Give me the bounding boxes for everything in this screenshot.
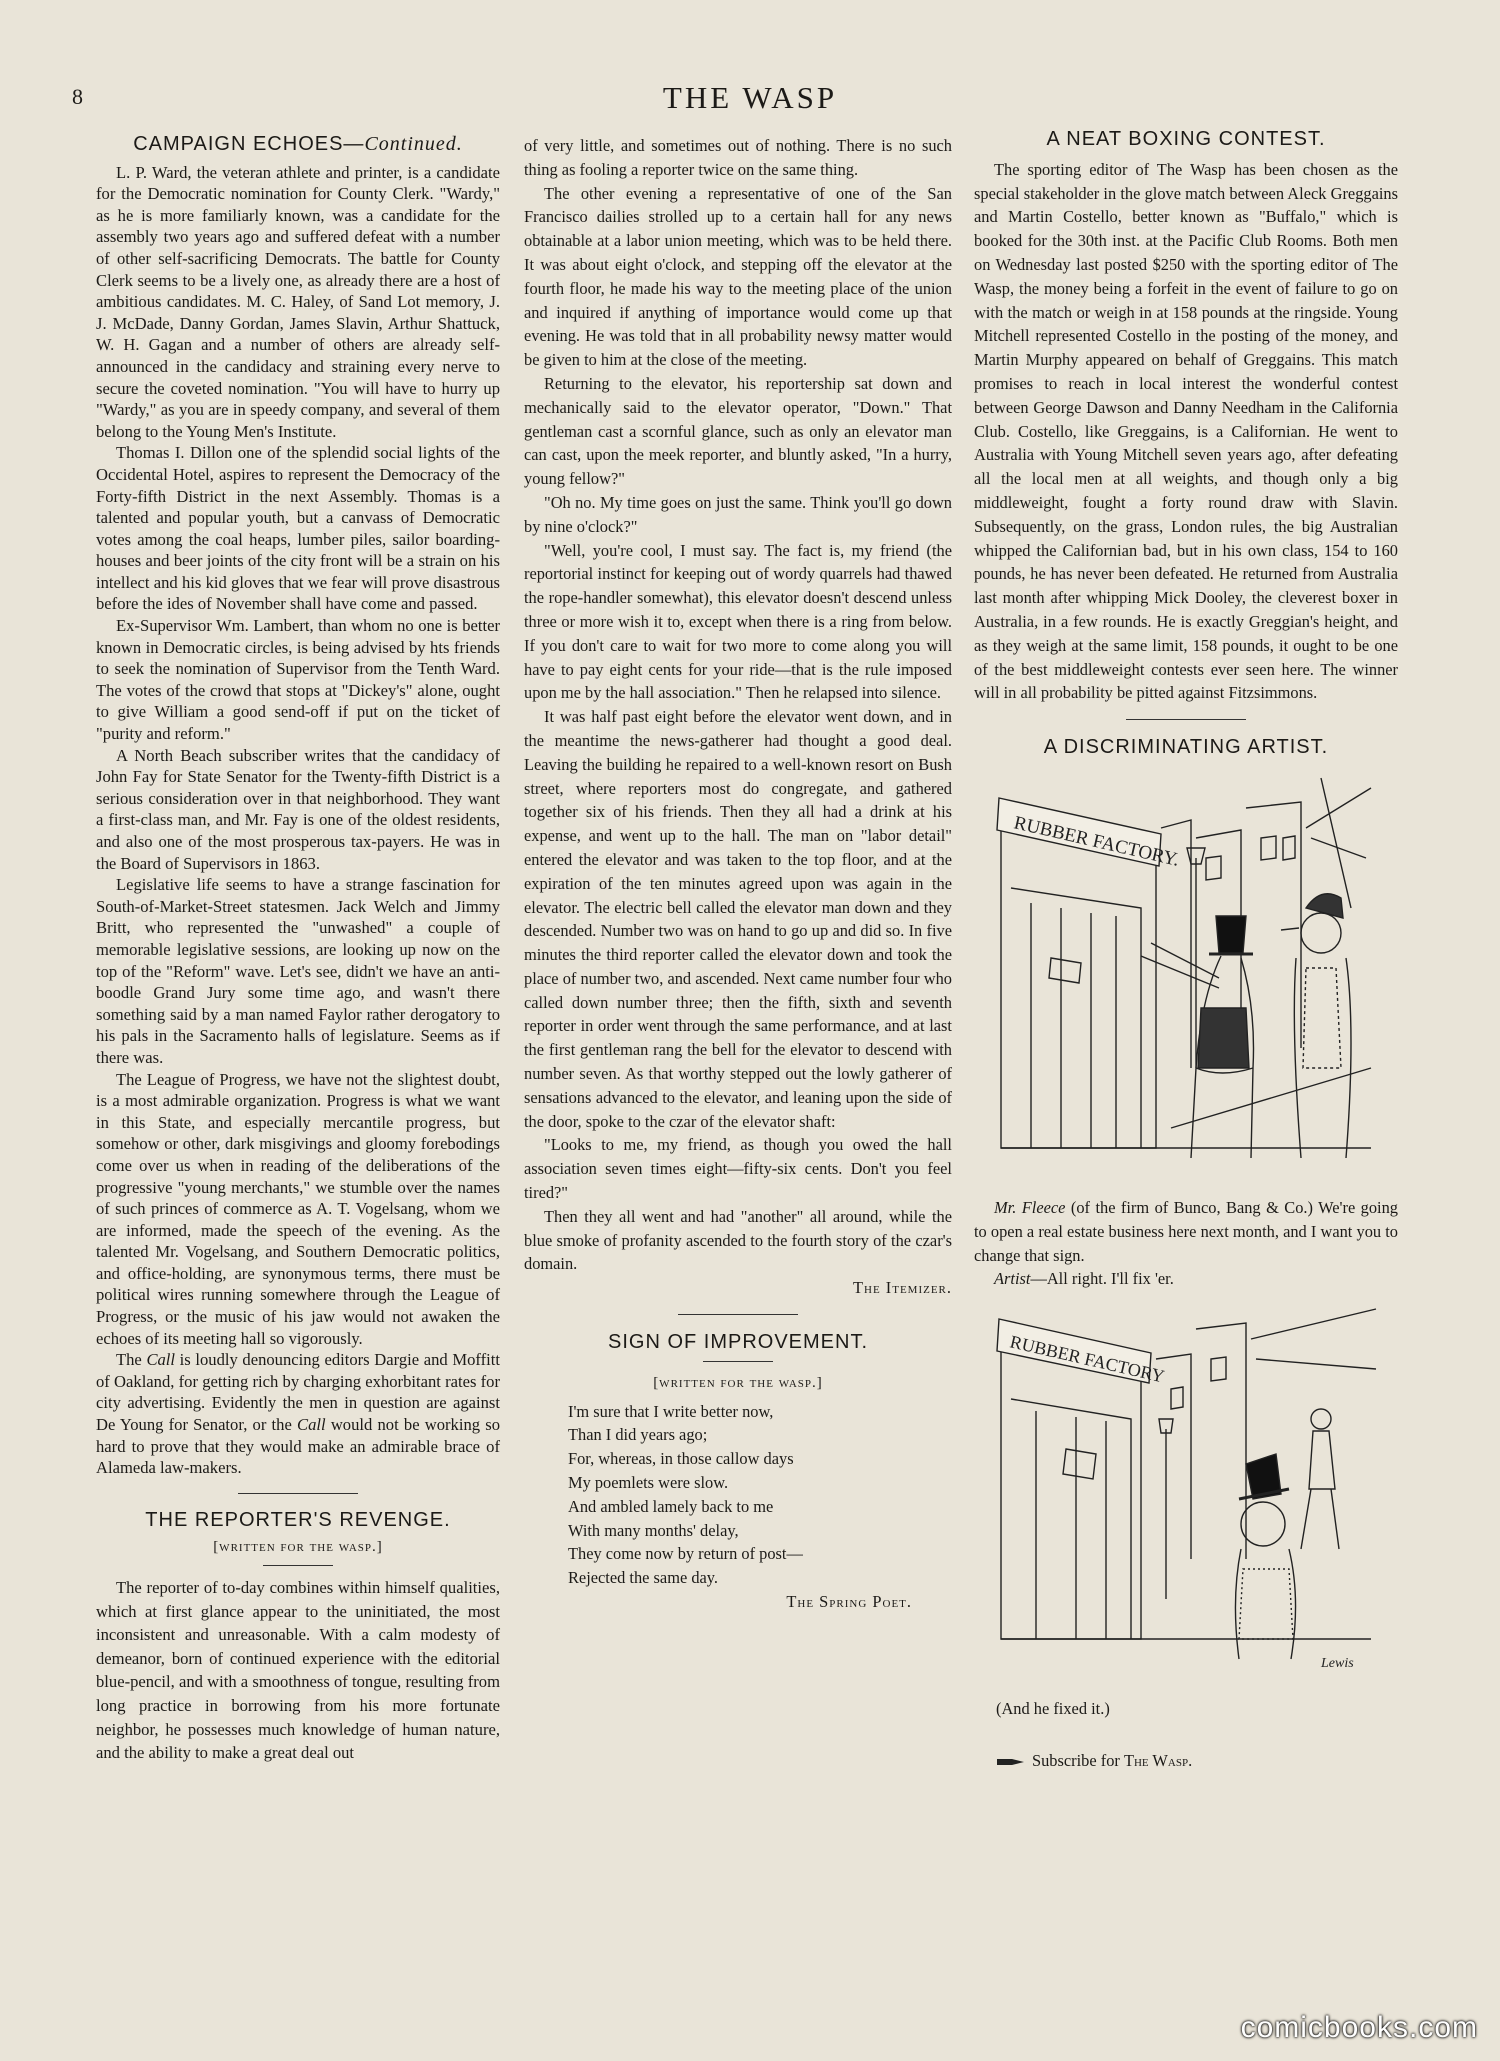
poem-line: For, whereas, in those callow days — [568, 1449, 794, 1469]
column-3 — [974, 128, 1398, 1773]
masthead: THE WASP — [662, 80, 838, 115]
improvement-byline: [written for the wasp.] — [653, 1374, 823, 1391]
revenge-para: The other evening a representative of one of the San Francisco dailies strolled up to a certain hall for any news obtainable at a labor union meeting, which was to be held there. It was about eight o'clock, and stepping off the elevator at the fourth floor, he made his way to the meeting place of the union and inquired if anything of importance would come up that evening. He was told that in all probability newsy matter would be given to him at the close of the meeting. — [524, 183, 952, 370]
campaign-para-call: The Call is loudly denouncing editors Dargie and Moffitt of Oakland, for getting rich by charging exhorbitant rates for city advertising. Evidently the men in question are against De Young for Senator, or the Call would not be working so hard to prove that they would make an admirable brace of Alameda law-makers. — [96, 1350, 501, 1478]
cartoon-signature: Lewis — [1321, 1656, 1354, 1672]
poem-line: I'm sure that I write better now, — [568, 1401, 774, 1421]
column-1 — [96, 134, 500, 1765]
revenge-para: "Well, you're cool, I must say. The fact is, my friend (the reportorial instinct for keeping out of wordy quarrels had thawed the rope-handler somewhat), this elevator doesn't descend unless three or more wish it to, except when there is a ring from below. If you don't care to wait for two more to come along you will have to pay eight cents for your ride—that is the rule imposed upon me by the hall association." Then he relapsed into silence. — [524, 540, 952, 703]
page-number: 8 — [72, 84, 83, 109]
byline-divider — [263, 1565, 333, 1566]
column-2 — [524, 134, 952, 1614]
discriminating-artist-title: A DISCRIMINATING ARTIST. — [1043, 736, 1329, 759]
subscribe-notice: Subscribe for The Wasp. — [974, 1749, 1398, 1773]
poem-signature: The Spring Poet. — [786, 1592, 912, 1612]
revenge-signature: The Itemizer. — [853, 1278, 952, 1298]
revenge-para: Then they all went and had "another" all around, while the blue smoke of profanity ascended to the fourth story of the czar's domain. — [524, 1206, 952, 1274]
poem-line: They come now by return of post— — [568, 1544, 803, 1564]
section-divider — [1126, 719, 1246, 720]
campaign-echoes-title: CAMPAIGN ECHOES—Continued. — [133, 133, 463, 155]
artist-reply: Artist—All right. I'll fix 'er. — [994, 1269, 1174, 1289]
watermark: comicbooks.com — [1240, 2011, 1478, 2044]
revenge-para-continued: of very little, and sometimes out of nothing. There is no such thing as fooling a reporter twice on the same thing. — [524, 136, 952, 179]
cartoon-sign-text: RUBBER FACTORY. — [1011, 812, 1182, 871]
cartoon-panel-1 — [991, 768, 1381, 1188]
artist-caption: Mr. Fleece (of the firm of Bunco, Bang & Co.) We're going to open a real estate business here next month, and I want you to change that sign. — [974, 1197, 1398, 1265]
campaign-para: The League of Progress, we have not the slightest doubt, is a most admirable organization. Progress is what we want in this State, and especially mercantile progress, but somehow or other, dark misgivings and gloomy forebodings come over us when in reading of the deliberations of the progressive "young merchants," we stumble over the names of such princes of commerce as A. T. Vogelsang, whom we are informed, made the speech of the evening. As the talented Mr. Vogelsang, and Southern Democratic politics, and office-holding, are synonymous terms, there must be political wires running somewhere through the League of Progress, or the music of his jaw would not awaken the echoes of its meeting hall so vigorously. — [96, 1069, 500, 1348]
poem-line: Rejected the same day. — [568, 1568, 719, 1588]
campaign-para: Legislative life seems to have a strange fascination for South-of-Market-Street statesmen. Jack Welch and Jimmy Britt, who represented the "unwashed" a couple of memorable legislative sessions, are looking up now on the top of the "Reform" wave. Let's see, didn't we have an anti-boodle Grand Jury some time ago, and wasn't there something said by a man named Faylor rather derogatory to his pals in the Sacramento halls of legislature. Seems as if there was. — [96, 875, 500, 1067]
campaign-para: L. P. Ward, the veteran athlete and printer, is a candidate for the Democratic nomination for County Clerk. "Wardy," as he is more familiarly known, was a candidate for the assembly two years ago and suffered defeat with a number of other self-sacrificing Democrats. The battle for County Clerk seems to be a lively one, as already there are a host of ambitious candidates. M. C. Haley, of Sand Lot memory, J. J. McDade, Danny Gordan, James Slavin, Arthur Shattuck, W. H. Gagan and a number of others are already self-announced in the candidacy and straining every nerve to secure the coveted nomination. "You will have to hurry up "Wardy," as you are in speedy company, and several of them belong to the Young Men's Institute. — [96, 162, 500, 441]
poem-line: Than I did years ago; — [568, 1425, 708, 1445]
poem-line: My poemlets were slow. — [568, 1473, 729, 1493]
campaign-para: Thomas I. Dillon one of the splendid social lights of the Occidental Hotel, aspires to represent the Democracy of the Forty-fifth District in the next Assembly. Thomas is a talented and popular youth, but a canvass of Democratic votes among the coal heaps, lumber piles, sailor boarding-houses and beer joints of the city front will be a strain on his intellect and his kid gloves that we fear will prove disastrous before the ides of November shall have come and passed. — [96, 443, 500, 614]
poem-line: And ambled lamely back to me — [568, 1496, 774, 1516]
revenge-para: Returning to the elevator, his reportership sat down and mechanically said to the elevator operator, "Down." That gentleman cast a scornful glance, such as only an elevator man can cast, upon the meek reporter, and bluntly asked, "In a hurry, young fellow?" — [524, 373, 952, 489]
cartoon-panel-2 — [991, 1299, 1381, 1689]
revenge-para: The reporter of to-day combines within himself qualities, which at first glance appear to the uninitiated, the most inconsistent and unreasonable. With a calm modesty of demeanor, born of continued experience with the editorial blue-pencil, and with a smoothness of tongue, resulting from long practice in borrowing from his more fortunate neighbor, he possesses much knowledge of human nature, and the ability to make a great deal out — [96, 1578, 500, 1763]
sign-of-improvement-title: SIGN OF IMPROVEMENT. — [607, 1331, 869, 1354]
revenge-para: "Oh no. My time goes on just the same. Think you'll go down by nine o'clock?" — [524, 492, 952, 536]
campaign-para: A North Beach subscriber writes that the candidacy of John Fay for State Senator for the Twenty-fifth District is a serious consideration over in that neighborhood. They want a first-class man, and Mr. Fay is one of the oldest residents, and also one of the most prosperous tax-payers. He was in the Board of Supervisors in 1863. — [96, 745, 500, 873]
revenge-para: "Looks to me, my friend, as though you owed the hall association seven times eight—fifty-six cents. Don't you feel tired?" — [524, 1135, 952, 1203]
reporters-revenge-title: THE REPORTER'S REVENGE. — [145, 1508, 451, 1531]
title-divider — [703, 1361, 773, 1362]
revenge-para: It was half past eight before the elevator went down, and in the meantime the news-gatherer had thought a good deal. Leaving the building he repaired to a well-known resort on Bush street, where reporters most do congregate, and gathered together six of his friends. Then they all had a drink at his expense, and went up to the hall. The man on "labor detail" entered the elevator and was taken to the top floor, and at the expiration of the ten minutes agreed upon was again in the elevator. The electric bell called the elevator man down and they descended. Number two was on hand to go up and did so. In five minutes the third reporter called the elevator down and took the place of number two, and ascended. Next came number four who called down number three; then the fifth, sixth and seventh reporter in order went through the same performance, and at last the first gentleman rang the bell for the elevator to descend with number seven. As that worthy stepped out the lowly gatherer of sensations advanced to the elevator, and leaning upon the side of the door, spoke to the czar of the elevator shaft: — [524, 707, 952, 1131]
poem — [568, 1400, 952, 1590]
cartoon-sign-text-2: RUBBER FACTORY — [1008, 1331, 1167, 1387]
section-divider — [678, 1314, 798, 1315]
poem-line: With many months' delay, — [568, 1520, 739, 1540]
revenge-byline: [written for the wasp.] — [213, 1539, 383, 1556]
boxing-contest-title: A NEAT BOXING CONTEST. — [1046, 128, 1326, 150]
campaign-para: Ex-Supervisor Wm. Lambert, than whom no one is better known in Democratic circles, is being advised by hts friends to seek the nomination of Supervisor from the Tenth Ward. The votes of the crowd that stops at "Dickey's" alone, ought to give William a good send-off if put on the ticket of "purity and reform." — [96, 616, 500, 744]
pointing-hand-icon — [996, 1756, 1026, 1768]
boxing-para: The sporting editor of The Wasp has been chosen as the special stakeholder in the glove match between Aleck Greggains and Martin Costello, better known as "Buffalo," which is booked for the 30th inst. at the Pacific Club Rooms. Both men on Wednesday last posted $250 with the sporting editor of The Wasp, the money being a forfeit in the event of failure to go on with the match or weigh in at 158 pounds at the ringside. Young Mitchell represented Costello in the posting of the money, and Martin Murphy appeared on behalf of Greggains. This match promises to reach in local interest the wonderful contest between George Dawson and Danny Needham in the California Club. Costello, like Greggains, is a Californian. He went to Australia with Young Mitchell seven years ago, after defeating all the local men at all weights, and though only a big middleweight, fought a forty round draw with Slavin. Subsequently, on the grass, London rules, the big Australian whipped the Californian bad, but in his own class, 154 to 160 pounds, he has never been defeated. He returned from Australia last month after whipping Mick Dooley, the cleverest boxer in Australia, in a few rounds. He is exactly Greggian's height, and as they weigh at the same limit, 158 pounds, it ought to be one of the best middleweight contests ever seen here. The winner will in all probability be pitted against Fitzsimmons. — [974, 159, 1398, 703]
section-divider — [238, 1493, 358, 1494]
artist-after: (And he fixed it.) — [996, 1699, 1110, 1719]
